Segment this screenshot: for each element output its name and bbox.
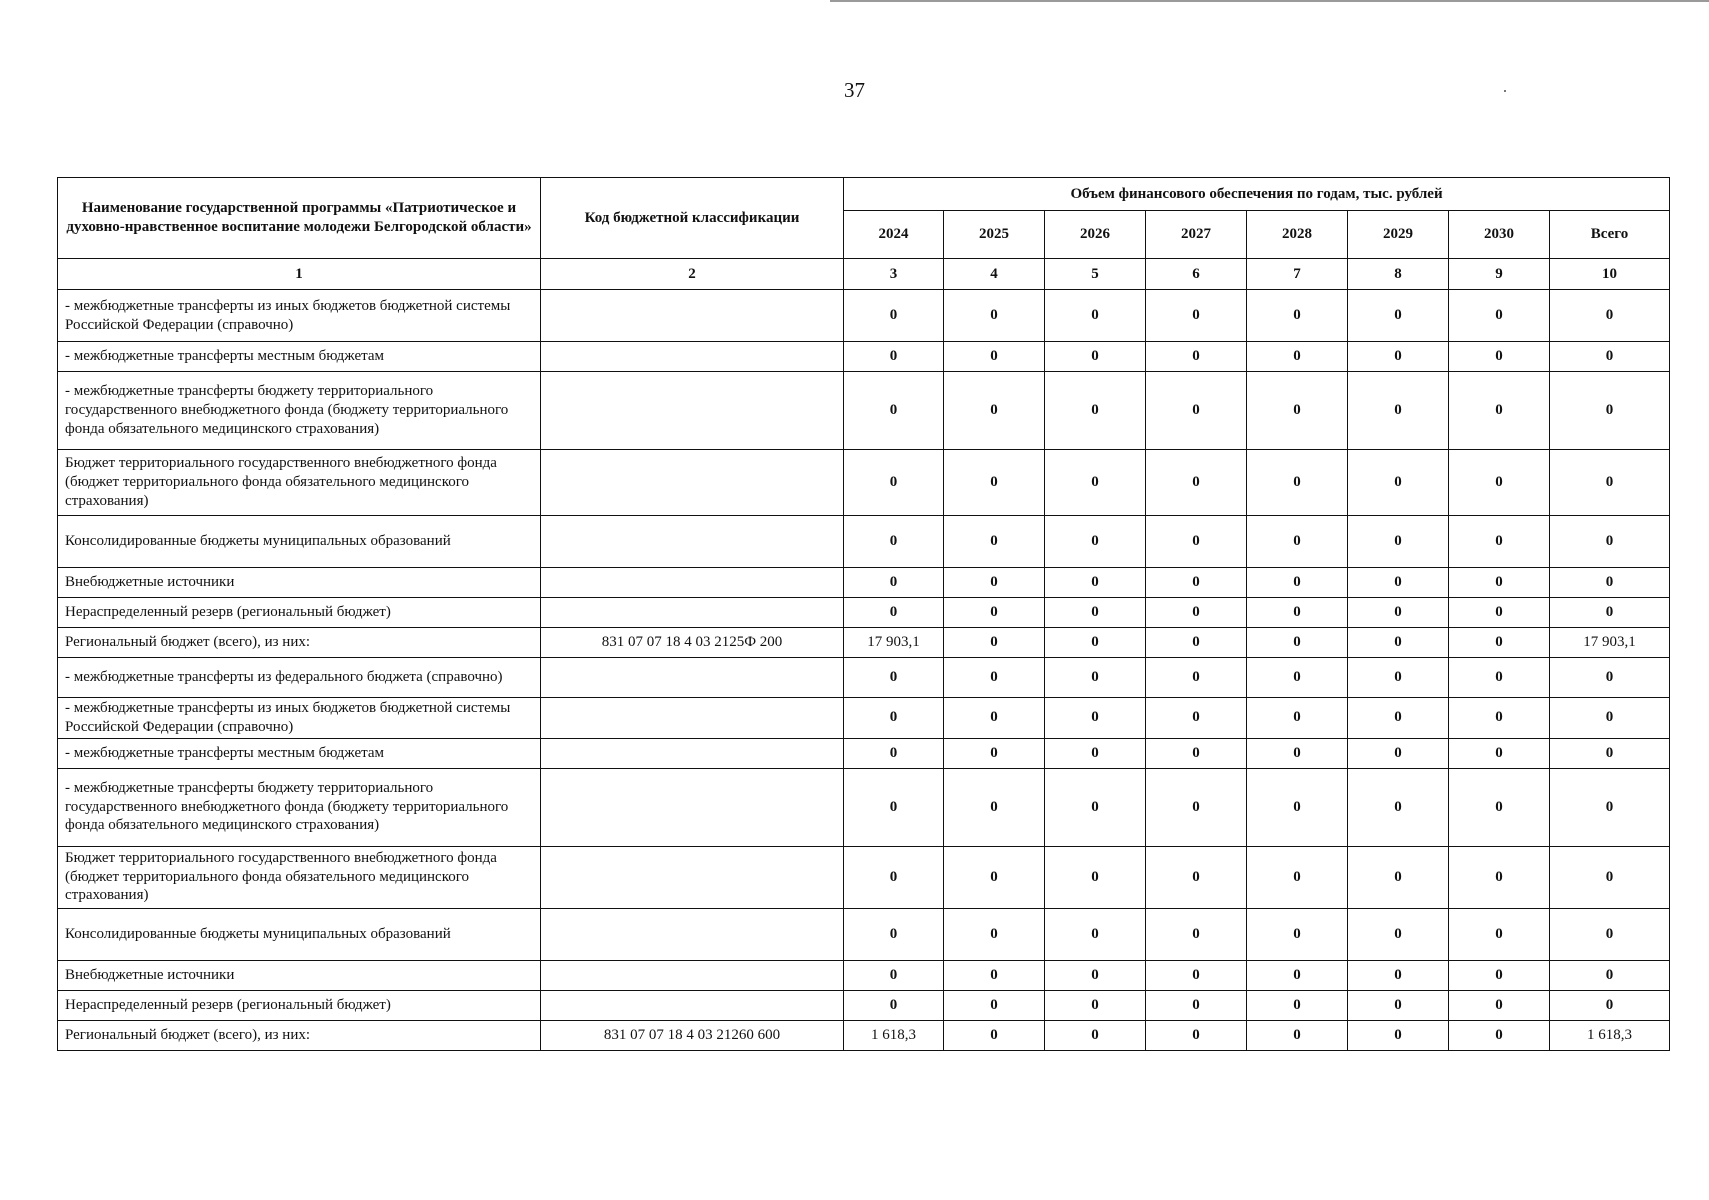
row-total-value: 0 xyxy=(1550,846,1670,908)
row-year-value: 0 xyxy=(844,846,944,908)
row-year-value: 0 xyxy=(1146,516,1247,568)
row-year-value: 0 xyxy=(1449,960,1550,990)
row-name: Нераспределенный резерв (региональный бюджет) xyxy=(58,598,541,628)
row-year-value: 0 xyxy=(1449,658,1550,698)
row-total-value: 0 xyxy=(1550,658,1670,698)
page-number: 37 xyxy=(844,78,865,102)
row-year-value: 0 xyxy=(1146,372,1247,450)
row-year-value: 1 618,3 xyxy=(844,1020,944,1050)
column-index: 9 xyxy=(1449,259,1550,290)
row-total-value: 0 xyxy=(1550,738,1670,768)
header-year: 2030 xyxy=(1449,211,1550,259)
row-year-value: 0 xyxy=(944,1020,1045,1050)
row-year-value: 0 xyxy=(1247,598,1348,628)
row-year-value: 0 xyxy=(1045,738,1146,768)
row-total-value: 0 xyxy=(1550,568,1670,598)
row-year-value: 0 xyxy=(1449,342,1550,372)
row-budget-code: 831 07 07 18 4 03 21260 600 xyxy=(541,1020,844,1050)
row-year-value: 0 xyxy=(1045,290,1146,342)
row-year-value: 0 xyxy=(1146,290,1247,342)
row-year-value: 0 xyxy=(1247,846,1348,908)
row-total-value: 0 xyxy=(1550,960,1670,990)
row-year-value: 0 xyxy=(844,738,944,768)
column-index: 10 xyxy=(1550,259,1670,290)
row-year-value: 0 xyxy=(1348,908,1449,960)
row-year-value: 0 xyxy=(1348,846,1449,908)
row-year-value: 0 xyxy=(1247,1020,1348,1050)
table-row xyxy=(58,342,1670,372)
row-year-value: 0 xyxy=(1348,516,1449,568)
row-year-value: 0 xyxy=(1247,990,1348,1020)
row-budget-code xyxy=(541,908,844,960)
row-year-value: 0 xyxy=(844,450,944,516)
row-year-value: 0 xyxy=(944,450,1045,516)
row-year-value: 0 xyxy=(944,372,1045,450)
row-budget-code xyxy=(541,658,844,698)
row-name: - межбюджетные трансферты из федерального бюджета (справочно) xyxy=(58,658,541,698)
row-name: Консолидированные бюджеты муниципальных образований xyxy=(58,516,541,568)
row-year-value: 0 xyxy=(1045,628,1146,658)
row-year-value: 0 xyxy=(1045,568,1146,598)
column-index: 2 xyxy=(541,259,844,290)
row-year-value: 0 xyxy=(944,698,1045,739)
row-year-value: 0 xyxy=(1247,342,1348,372)
row-budget-code xyxy=(541,450,844,516)
row-year-value: 0 xyxy=(944,908,1045,960)
row-year-value: 0 xyxy=(844,908,944,960)
row-year-value: 0 xyxy=(1348,450,1449,516)
row-year-value: 0 xyxy=(944,628,1045,658)
page-top-edge xyxy=(830,0,1709,2)
row-year-value: 0 xyxy=(1045,342,1146,372)
row-name: - межбюджетные трансферты из иных бюджетов бюджетной системы Российской Федерации (справочно) xyxy=(58,698,541,739)
header-program-name: Наименование государственной программы «Патриотическое и духовно-нравственное воспитание молодежи Белгородской области» xyxy=(58,178,541,259)
row-year-value: 0 xyxy=(844,372,944,450)
row-budget-code xyxy=(541,738,844,768)
row-year-value: 0 xyxy=(844,290,944,342)
row-budget-code xyxy=(541,568,844,598)
row-total-value: 1 618,3 xyxy=(1550,1020,1670,1050)
row-year-value: 0 xyxy=(944,990,1045,1020)
row-year-value: 0 xyxy=(844,342,944,372)
row-name: Нераспределенный резерв (региональный бюджет) xyxy=(58,990,541,1020)
row-year-value: 0 xyxy=(844,598,944,628)
row-year-value: 0 xyxy=(1449,568,1550,598)
table-row xyxy=(58,568,1670,598)
table-row xyxy=(58,698,1670,739)
row-year-value: 0 xyxy=(1247,568,1348,598)
row-year-value: 0 xyxy=(1045,598,1146,628)
row-year-value: 0 xyxy=(1146,738,1247,768)
table-row xyxy=(58,372,1670,450)
table-row xyxy=(58,960,1670,990)
row-total-value: 0 xyxy=(1550,698,1670,739)
row-name: Региональный бюджет (всего), из них: xyxy=(58,628,541,658)
row-year-value: 0 xyxy=(944,960,1045,990)
row-year-value: 0 xyxy=(1146,658,1247,698)
row-year-value: 0 xyxy=(1247,768,1348,846)
column-index: 5 xyxy=(1045,259,1146,290)
row-year-value: 0 xyxy=(1449,290,1550,342)
row-year-value: 0 xyxy=(944,768,1045,846)
row-year-value: 0 xyxy=(1348,342,1449,372)
header-year: 2024 xyxy=(844,211,944,259)
row-year-value: 0 xyxy=(944,516,1045,568)
row-name: Внебюджетные источники xyxy=(58,568,541,598)
row-year-value: 0 xyxy=(1247,698,1348,739)
row-year-value: 0 xyxy=(1348,738,1449,768)
header-budget-code: Код бюджетной классификации xyxy=(541,178,844,259)
row-year-value: 0 xyxy=(944,568,1045,598)
row-name: - межбюджетные трансферты местным бюджетам xyxy=(58,342,541,372)
row-year-value: 0 xyxy=(944,342,1045,372)
row-year-value: 0 xyxy=(1045,450,1146,516)
table-row xyxy=(58,768,1670,846)
row-budget-code xyxy=(541,290,844,342)
row-year-value: 0 xyxy=(1247,372,1348,450)
budget-table xyxy=(57,177,1670,1051)
row-year-value: 0 xyxy=(1348,372,1449,450)
table-row xyxy=(58,908,1670,960)
row-budget-code xyxy=(541,516,844,568)
row-total-value: 0 xyxy=(1550,516,1670,568)
table-row xyxy=(58,628,1670,658)
row-year-value: 0 xyxy=(1348,768,1449,846)
row-total-value: 0 xyxy=(1550,990,1670,1020)
row-year-value: 0 xyxy=(1146,598,1247,628)
row-year-value: 17 903,1 xyxy=(844,628,944,658)
row-year-value: 0 xyxy=(844,768,944,846)
column-index: 1 xyxy=(58,259,541,290)
row-name: Бюджет территориального государственного внебюджетного фонда (бюджет территориального фонда обязательного медицинского страхования) xyxy=(58,846,541,908)
row-year-value: 0 xyxy=(1045,698,1146,739)
table-row xyxy=(58,516,1670,568)
row-year-value: 0 xyxy=(1449,990,1550,1020)
row-name: Консолидированные бюджеты муниципальных образований xyxy=(58,908,541,960)
row-year-value: 0 xyxy=(1247,516,1348,568)
header-year: 2027 xyxy=(1146,211,1247,259)
column-index: 4 xyxy=(944,259,1045,290)
row-year-value: 0 xyxy=(1247,738,1348,768)
row-year-value: 0 xyxy=(944,598,1045,628)
row-year-value: 0 xyxy=(1247,290,1348,342)
row-year-value: 0 xyxy=(1247,960,1348,990)
table-row xyxy=(58,290,1670,342)
row-budget-code: 831 07 07 18 4 03 2125Ф 200 xyxy=(541,628,844,658)
row-year-value: 0 xyxy=(1449,516,1550,568)
row-year-value: 0 xyxy=(1348,1020,1449,1050)
table-row xyxy=(58,1020,1670,1050)
row-year-value: 0 xyxy=(1146,1020,1247,1050)
row-year-value: 0 xyxy=(1146,768,1247,846)
row-year-value: 0 xyxy=(844,960,944,990)
table-row xyxy=(58,738,1670,768)
row-year-value: 0 xyxy=(1045,768,1146,846)
row-year-value: 0 xyxy=(1449,908,1550,960)
row-name: - межбюджетные трансферты из иных бюджетов бюджетной системы Российской Федерации (справочно) xyxy=(58,290,541,342)
row-budget-code xyxy=(541,372,844,450)
row-year-value: 0 xyxy=(1146,568,1247,598)
row-year-value: 0 xyxy=(844,568,944,598)
row-year-value: 0 xyxy=(1146,628,1247,658)
row-year-value: 0 xyxy=(1247,908,1348,960)
row-year-value: 0 xyxy=(1449,598,1550,628)
header-year: 2026 xyxy=(1045,211,1146,259)
row-year-value: 0 xyxy=(844,698,944,739)
table-row xyxy=(58,846,1670,908)
row-total-value: 0 xyxy=(1550,342,1670,372)
row-year-value: 0 xyxy=(1247,628,1348,658)
row-year-value: 0 xyxy=(1045,908,1146,960)
row-year-value: 0 xyxy=(1348,658,1449,698)
row-budget-code xyxy=(541,846,844,908)
table-row xyxy=(58,990,1670,1020)
row-year-value: 0 xyxy=(1247,658,1348,698)
row-year-value: 0 xyxy=(944,738,1045,768)
row-year-value: 0 xyxy=(1348,568,1449,598)
row-name: - межбюджетные трансферты местным бюджетам xyxy=(58,738,541,768)
row-total-value: 0 xyxy=(1550,768,1670,846)
row-year-value: 0 xyxy=(1348,598,1449,628)
row-year-value: 0 xyxy=(1146,960,1247,990)
header-year: 2028 xyxy=(1247,211,1348,259)
column-index: 7 xyxy=(1247,259,1348,290)
row-total-value: 0 xyxy=(1550,290,1670,342)
table-body xyxy=(58,290,1670,1051)
row-year-value: 0 xyxy=(1045,990,1146,1020)
header-total: Всего xyxy=(1550,211,1670,259)
row-year-value: 0 xyxy=(1045,1020,1146,1050)
row-year-value: 0 xyxy=(1449,698,1550,739)
row-year-value: 0 xyxy=(1449,372,1550,450)
column-index: 6 xyxy=(1146,259,1247,290)
row-total-value: 0 xyxy=(1550,372,1670,450)
table-row xyxy=(58,658,1670,698)
header-financing-volume: Объем финансового обеспечения по годам, тыс. рублей xyxy=(844,178,1670,211)
row-year-value: 0 xyxy=(1449,628,1550,658)
row-year-value: 0 xyxy=(1348,990,1449,1020)
row-budget-code xyxy=(541,698,844,739)
row-year-value: 0 xyxy=(1348,290,1449,342)
row-year-value: 0 xyxy=(1449,768,1550,846)
row-year-value: 0 xyxy=(944,846,1045,908)
row-budget-code xyxy=(541,960,844,990)
row-year-value: 0 xyxy=(844,990,944,1020)
table-row xyxy=(58,450,1670,516)
row-year-value: 0 xyxy=(1045,658,1146,698)
row-year-value: 0 xyxy=(1247,450,1348,516)
row-year-value: 0 xyxy=(1348,628,1449,658)
row-year-value: 0 xyxy=(1146,846,1247,908)
row-year-value: 0 xyxy=(1146,908,1247,960)
row-year-value: 0 xyxy=(1045,372,1146,450)
row-year-value: 0 xyxy=(844,516,944,568)
row-year-value: 0 xyxy=(1045,846,1146,908)
row-name: - межбюджетные трансферты бюджету территориального государственного внебюджетного фонда (бюджету территориального фонда обязательного медицинского страхования) xyxy=(58,768,541,846)
row-budget-code xyxy=(541,598,844,628)
row-year-value: 0 xyxy=(1449,450,1550,516)
row-total-value: 0 xyxy=(1550,598,1670,628)
row-year-value: 0 xyxy=(1449,1020,1550,1050)
row-total-value: 0 xyxy=(1550,450,1670,516)
row-total-value: 17 903,1 xyxy=(1550,628,1670,658)
row-year-value: 0 xyxy=(944,290,1045,342)
row-year-value: 0 xyxy=(944,658,1045,698)
row-year-value: 0 xyxy=(1045,960,1146,990)
row-name: - межбюджетные трансферты бюджету территориального государственного внебюджетного фонда (бюджету территориального фонда обязательного медицинского страхования) xyxy=(58,372,541,450)
row-name: Внебюджетные источники xyxy=(58,960,541,990)
row-year-value: 0 xyxy=(1146,990,1247,1020)
row-year-value: 0 xyxy=(1146,698,1247,739)
column-index: 3 xyxy=(844,259,944,290)
table-row xyxy=(58,598,1670,628)
row-year-value: 0 xyxy=(1146,342,1247,372)
row-name: Бюджет территориального государственного внебюджетного фонда (бюджет территориального фонда обязательного медицинского страхования) xyxy=(58,450,541,516)
row-budget-code xyxy=(541,990,844,1020)
header-year: 2025 xyxy=(944,211,1045,259)
row-year-value: 0 xyxy=(1348,698,1449,739)
header-year: 2029 xyxy=(1348,211,1449,259)
row-name: Региональный бюджет (всего), из них: xyxy=(58,1020,541,1050)
row-year-value: 0 xyxy=(1146,450,1247,516)
row-year-value: 0 xyxy=(1045,516,1146,568)
row-budget-code xyxy=(541,342,844,372)
row-budget-code xyxy=(541,768,844,846)
row-year-value: 0 xyxy=(1449,846,1550,908)
row-year-value: 0 xyxy=(1449,738,1550,768)
row-total-value: 0 xyxy=(1550,908,1670,960)
column-index: 8 xyxy=(1348,259,1449,290)
row-year-value: 0 xyxy=(1348,960,1449,990)
scan-speck xyxy=(1504,90,1506,92)
row-year-value: 0 xyxy=(844,658,944,698)
